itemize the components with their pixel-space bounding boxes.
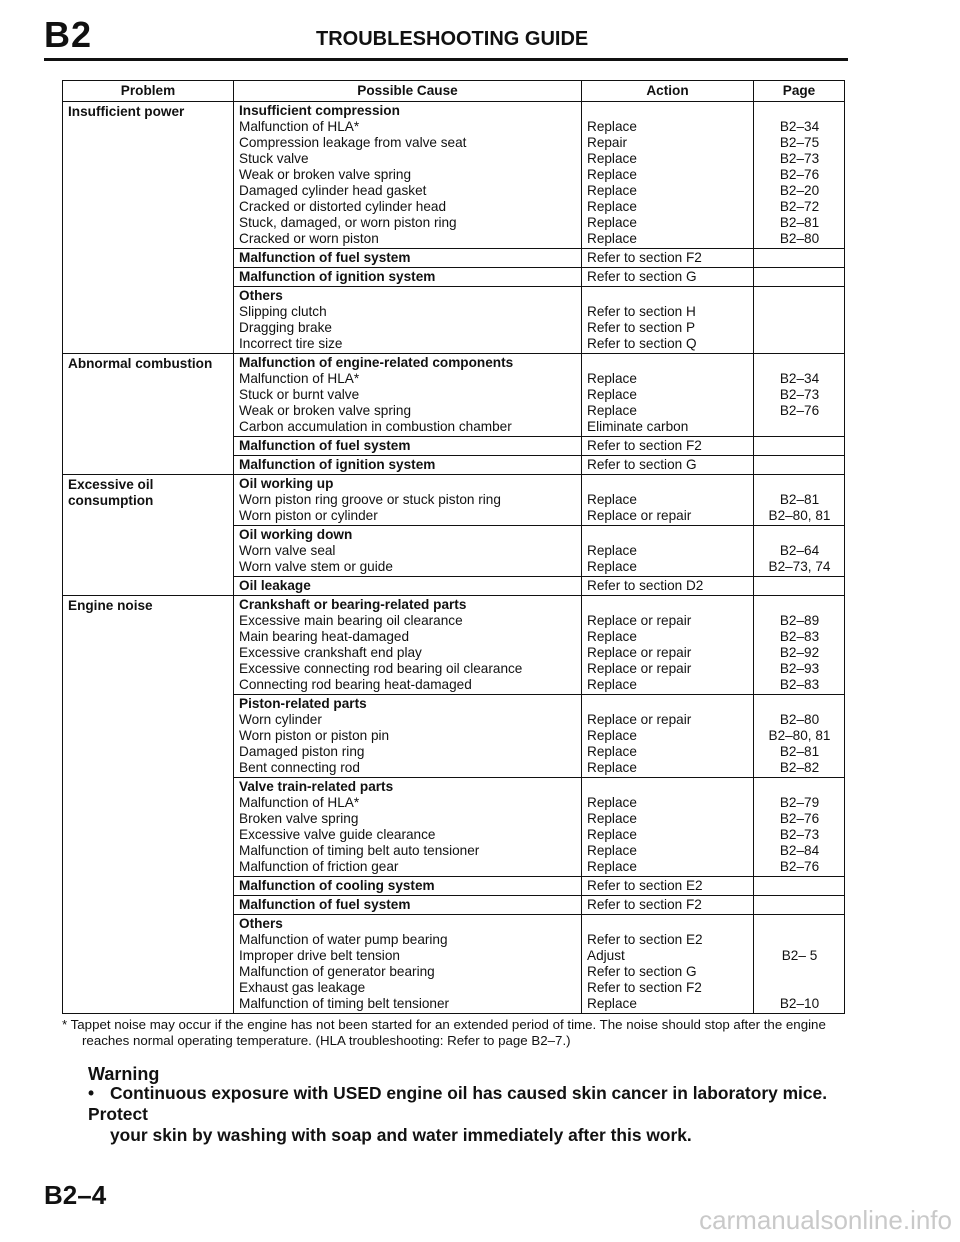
page-ref: [759, 779, 840, 795]
action-value: [587, 696, 749, 712]
action-value: Replace: [587, 167, 637, 182]
cause-heading: Valve train-related parts: [239, 779, 394, 794]
action-value: Replace or repair: [587, 712, 692, 727]
page-ref: [759, 304, 840, 320]
action-cell: [582, 596, 754, 695]
page-ref: B2–92: [779, 645, 820, 660]
page-ref: B2–82: [779, 760, 820, 775]
action-value: Replace: [587, 677, 637, 692]
page-cell: [754, 249, 845, 268]
cause-item: Malfunction of friction gear: [239, 859, 399, 874]
action-value: Replace: [587, 744, 637, 759]
section-code: B2: [44, 14, 93, 55]
page-ref: [759, 916, 840, 932]
action-value: Replace: [587, 119, 637, 134]
action-value: Replace or repair: [587, 613, 692, 628]
page-ref: [759, 320, 840, 336]
cause-cell: [234, 896, 582, 915]
cause-item: Malfunction of HLA*: [239, 371, 360, 386]
action-value: Refer to section P: [587, 320, 696, 335]
table-body: [63, 102, 845, 1014]
page-ref: [759, 457, 840, 473]
cause-item: Cracked or worn piston: [239, 231, 379, 246]
action-value: Replace: [587, 215, 637, 230]
cause-item: Connecting rod bearing heat-damaged: [239, 677, 472, 692]
page-ref: [759, 878, 840, 894]
action-value: [587, 779, 749, 795]
cause-cell: [234, 268, 582, 287]
action-cell: [582, 778, 754, 877]
action-value: Replace: [587, 827, 637, 842]
page-cell: [754, 877, 845, 896]
page-ref: B2–75: [779, 135, 820, 150]
column-header-possible-cause: Possible Cause: [234, 81, 582, 102]
footnote: [62, 1017, 852, 1049]
cause-item: Dragging brake: [239, 320, 332, 335]
action-value: Refer to section F2: [587, 980, 702, 995]
page-ref: B2–10: [779, 996, 820, 1011]
cause-item: Incorrect tire size: [239, 336, 343, 351]
page-ref: B2–73, 74: [768, 559, 831, 574]
action-value: Refer to section G: [587, 269, 697, 284]
footnote-line: reaches normal operating temperature. (HLA troubleshooting: Refer to page B2–7.): [82, 1033, 571, 1048]
action-value: Replace: [587, 795, 637, 810]
page-cell: [754, 287, 845, 354]
page-ref: [759, 355, 840, 371]
action-value: Replace or repair: [587, 645, 692, 660]
action-value: Replace: [587, 559, 637, 574]
cause-cell: [234, 475, 582, 526]
page-ref: B2–64: [779, 543, 820, 558]
action-value: Refer to section G: [587, 457, 697, 472]
cause-cell: [234, 456, 582, 475]
problem-cell: [63, 475, 234, 596]
page-cell: [754, 596, 845, 695]
problem-cell: [63, 596, 234, 1014]
cause-item: Damaged piston ring: [239, 744, 365, 759]
page-ref: [759, 980, 840, 996]
cause-heading: Crankshaft or bearing-related parts: [239, 597, 467, 612]
action-value: Replace: [587, 629, 637, 644]
warning-text: [88, 1083, 858, 1146]
action-value: Replace: [587, 492, 637, 507]
action-cell: [582, 102, 754, 249]
action-cell: [582, 915, 754, 1014]
action-value: Refer to section D2: [587, 578, 704, 593]
action-value: Refer to section G: [587, 964, 697, 979]
cause-item: Weak or broken valve spring: [239, 403, 412, 418]
cause-heading: Malfunction of fuel system: [239, 250, 411, 265]
page-ref: [759, 932, 840, 948]
action-value: Replace or repair: [587, 661, 692, 676]
cause-heading: Oil leakage: [239, 578, 311, 593]
action-value: Repair: [587, 135, 628, 150]
page-ref: [759, 597, 840, 613]
action-value: Replace: [587, 151, 637, 166]
problem-label: consumption: [68, 493, 154, 508]
page-ref: B2–80, 81: [768, 728, 831, 743]
cause-heading: Malfunction of ignition system: [239, 457, 436, 472]
problem-label: Insufficient power: [68, 104, 185, 119]
action-cell: [582, 475, 754, 526]
cause-heading: Others: [239, 288, 283, 303]
bullet-icon: •: [88, 1083, 95, 1103]
page-number: B2–4: [44, 1180, 107, 1210]
column-header-problem: Problem: [63, 81, 234, 102]
cause-item: Excessive crankshaft end play: [239, 645, 422, 660]
cause-heading: Malfunction of cooling system: [239, 878, 435, 893]
page-ref: [759, 336, 840, 352]
action-value: [587, 597, 749, 613]
page-cell: [754, 268, 845, 287]
watermark: carmanualsonline.info: [699, 1205, 952, 1235]
page-ref: B2–81: [779, 215, 820, 230]
page-ref: B2–76: [779, 811, 820, 826]
page-ref: [759, 964, 840, 980]
cause-item: Broken valve spring: [239, 811, 359, 826]
cause-item: Worn valve stem or guide: [239, 559, 393, 574]
action-cell: [582, 456, 754, 475]
cause-cell: [234, 102, 582, 249]
action-cell: [582, 287, 754, 354]
action-value: Refer to section H: [587, 304, 696, 319]
cause-item: Excessive valve guide clearance: [239, 827, 436, 842]
action-value: Replace: [587, 996, 637, 1011]
cause-item: Cracked or distorted cylinder head: [239, 199, 447, 214]
page-ref: B2–83: [779, 629, 820, 644]
problem-label: Engine noise: [68, 598, 153, 613]
page-ref: B2–83: [779, 677, 820, 692]
cause-cell: [234, 877, 582, 896]
page-cell: [754, 102, 845, 249]
page-cell: [754, 695, 845, 778]
column-header-action: Action: [582, 81, 754, 102]
cause-item: Worn cylinder: [239, 712, 322, 727]
action-value: Refer to section Q: [587, 336, 697, 351]
cause-item: Stuck, damaged, or worn piston ring: [239, 215, 457, 230]
page-cell: [754, 354, 845, 437]
cause-item: Carbon accumulation in combustion chamber: [239, 419, 512, 434]
cause-item: Malfunction of timing belt auto tensioner: [239, 843, 480, 858]
page-ref: B2–73: [779, 151, 820, 166]
cause-heading: Malfunction of fuel system: [239, 438, 411, 453]
cause-item: Improper drive belt tension: [239, 948, 400, 963]
table-row: [63, 596, 845, 695]
action-value: Replace: [587, 371, 637, 386]
page-ref: [759, 250, 840, 266]
action-value: Replace or repair: [587, 508, 692, 523]
action-value: Replace: [587, 231, 637, 246]
action-value: Adjust: [587, 948, 625, 963]
page-ref: B2–20: [779, 183, 820, 198]
cause-heading: Oil working down: [239, 527, 353, 542]
action-value: [587, 103, 749, 119]
problem-label: Excessive oil: [68, 477, 154, 492]
page-ref: B2– 5: [781, 948, 818, 963]
cause-item: Excessive connecting rod bearing oil clearance: [239, 661, 523, 676]
table-row: [63, 102, 845, 249]
page-cell: [754, 456, 845, 475]
footnote-line: * Tappet noise may occur if the engine has not been started for an extended period of time. The noise should stop after the engine: [62, 1017, 826, 1032]
problem-cell: [63, 102, 234, 354]
action-cell: [582, 877, 754, 896]
action-value: Replace: [587, 183, 637, 198]
page-ref: [759, 288, 840, 304]
cause-item: Weak or broken valve spring: [239, 167, 412, 182]
header-rule: [44, 58, 848, 61]
action-cell: [582, 354, 754, 437]
problem-cell: [63, 354, 234, 475]
page-ref: [759, 103, 840, 119]
cause-item: Worn piston or piston pin: [239, 728, 390, 743]
page-ref: [759, 476, 840, 492]
page-cell: [754, 896, 845, 915]
cause-item: Malfunction of HLA*: [239, 795, 360, 810]
column-header-page: Page: [754, 81, 845, 102]
cause-item: Stuck or burnt valve: [239, 387, 360, 402]
action-value: Replace: [587, 843, 637, 858]
cause-cell: [234, 596, 582, 695]
cause-heading: Malfunction of engine-related components: [239, 355, 514, 370]
warning-line: your skin by washing with soap and water immediately after this work.: [110, 1125, 692, 1145]
cause-heading: Others: [239, 916, 283, 931]
problem-label: Abnormal combustion: [68, 356, 213, 371]
page-ref: B2–72: [779, 199, 820, 214]
page-ref: B2–76: [779, 403, 820, 418]
cause-cell: [234, 437, 582, 456]
action-value: Replace: [587, 811, 637, 826]
page-ref: B2–93: [779, 661, 820, 676]
action-value: [587, 527, 749, 543]
action-value: [587, 916, 749, 932]
page-cell: [754, 437, 845, 456]
page-ref: B2–81: [779, 492, 820, 507]
page-ref: B2–73: [779, 387, 820, 402]
cause-item: Slipping clutch: [239, 304, 327, 319]
cause-cell: [234, 287, 582, 354]
page-ref: B2–73: [779, 827, 820, 842]
cause-cell: [234, 778, 582, 877]
page-ref: B2–79: [779, 795, 820, 810]
action-value: [587, 355, 749, 371]
cause-item: Main bearing heat-damaged: [239, 629, 410, 644]
page-cell: [754, 577, 845, 596]
action-value: [587, 288, 749, 304]
page-ref: B2–34: [779, 119, 820, 134]
action-value: Replace: [587, 403, 637, 418]
cause-cell: [234, 577, 582, 596]
action-cell: [582, 249, 754, 268]
action-cell: [582, 526, 754, 577]
action-value: Refer to section F2: [587, 897, 702, 912]
page-cell: [754, 778, 845, 877]
table-header-row: [63, 81, 845, 102]
page-ref: B2–89: [779, 613, 820, 628]
page-ref: [759, 897, 840, 913]
action-value: [587, 476, 749, 492]
page-ref: B2–80, 81: [768, 508, 831, 523]
action-value: Replace: [587, 859, 637, 874]
warning-title: Warning: [88, 1064, 160, 1084]
page-cell: [754, 915, 845, 1014]
cause-heading: Oil working up: [239, 476, 334, 491]
action-value: Refer to section F2: [587, 438, 702, 453]
troubleshooting-table: [62, 80, 845, 1014]
cause-item: Compression leakage from valve seat: [239, 135, 467, 150]
cause-item: Worn piston or cylinder: [239, 508, 378, 523]
page-cell: [754, 526, 845, 577]
page-ref: [759, 419, 840, 435]
page-ref: B2–76: [779, 167, 820, 182]
cause-heading: Malfunction of fuel system: [239, 897, 411, 912]
cause-item: Worn valve seal: [239, 543, 336, 558]
cause-item: Bent connecting rod: [239, 760, 360, 775]
action-value: Refer to section E2: [587, 878, 703, 893]
cause-item: Malfunction of HLA*: [239, 119, 360, 134]
page-ref: B2–80: [779, 712, 820, 727]
page-ref: B2–76: [779, 859, 820, 874]
cause-item: Excessive main bearing oil clearance: [239, 613, 463, 628]
action-value: Replace: [587, 199, 637, 214]
action-value: Refer to section F2: [587, 250, 702, 265]
cause-item: Worn piston ring groove or stuck piston ring: [239, 492, 501, 507]
cause-heading: Insufficient compression: [239, 103, 400, 118]
cause-item: Damaged cylinder head gasket: [239, 183, 427, 198]
cause-cell: [234, 526, 582, 577]
action-cell: [582, 577, 754, 596]
action-cell: [582, 268, 754, 287]
cause-item: Malfunction of generator bearing: [239, 964, 435, 979]
cause-cell: [234, 249, 582, 268]
action-value: Replace: [587, 728, 637, 743]
action-value: Refer to section E2: [587, 932, 703, 947]
page-cell: [754, 475, 845, 526]
cause-item: Malfunction of water pump bearing: [239, 932, 448, 947]
page-title: TROUBLESHOOTING GUIDE: [316, 28, 589, 50]
page-ref: [759, 578, 840, 594]
cause-heading: Piston-related parts: [239, 696, 367, 711]
page-ref: B2–84: [779, 843, 820, 858]
action-value: Replace: [587, 543, 637, 558]
action-cell: [582, 437, 754, 456]
cause-heading: Malfunction of ignition system: [239, 269, 436, 284]
page-ref: B2–80: [779, 231, 820, 246]
page-ref: B2–81: [779, 744, 820, 759]
table-row: [63, 475, 845, 526]
page-ref: [759, 438, 840, 454]
table-row: [63, 354, 845, 437]
cause-item: Exhaust gas leakage: [239, 980, 366, 995]
action-cell: [582, 695, 754, 778]
cause-item: Malfunction of timing belt tensioner: [239, 996, 450, 1011]
cause-cell: [234, 695, 582, 778]
action-value: Replace: [587, 760, 637, 775]
page-ref: [759, 696, 840, 712]
cause-item: Stuck valve: [239, 151, 309, 166]
cause-cell: [234, 354, 582, 437]
cause-cell: [234, 915, 582, 1014]
action-value: Eliminate carbon: [587, 419, 689, 434]
action-cell: [582, 896, 754, 915]
page-ref: B2–34: [779, 371, 820, 386]
action-value: Replace: [587, 387, 637, 402]
page-ref: [759, 527, 840, 543]
page-ref: [759, 269, 840, 285]
warning-line: Continuous exposure with USED engine oil has caused skin cancer in laboratory mice. Protect: [88, 1083, 828, 1124]
